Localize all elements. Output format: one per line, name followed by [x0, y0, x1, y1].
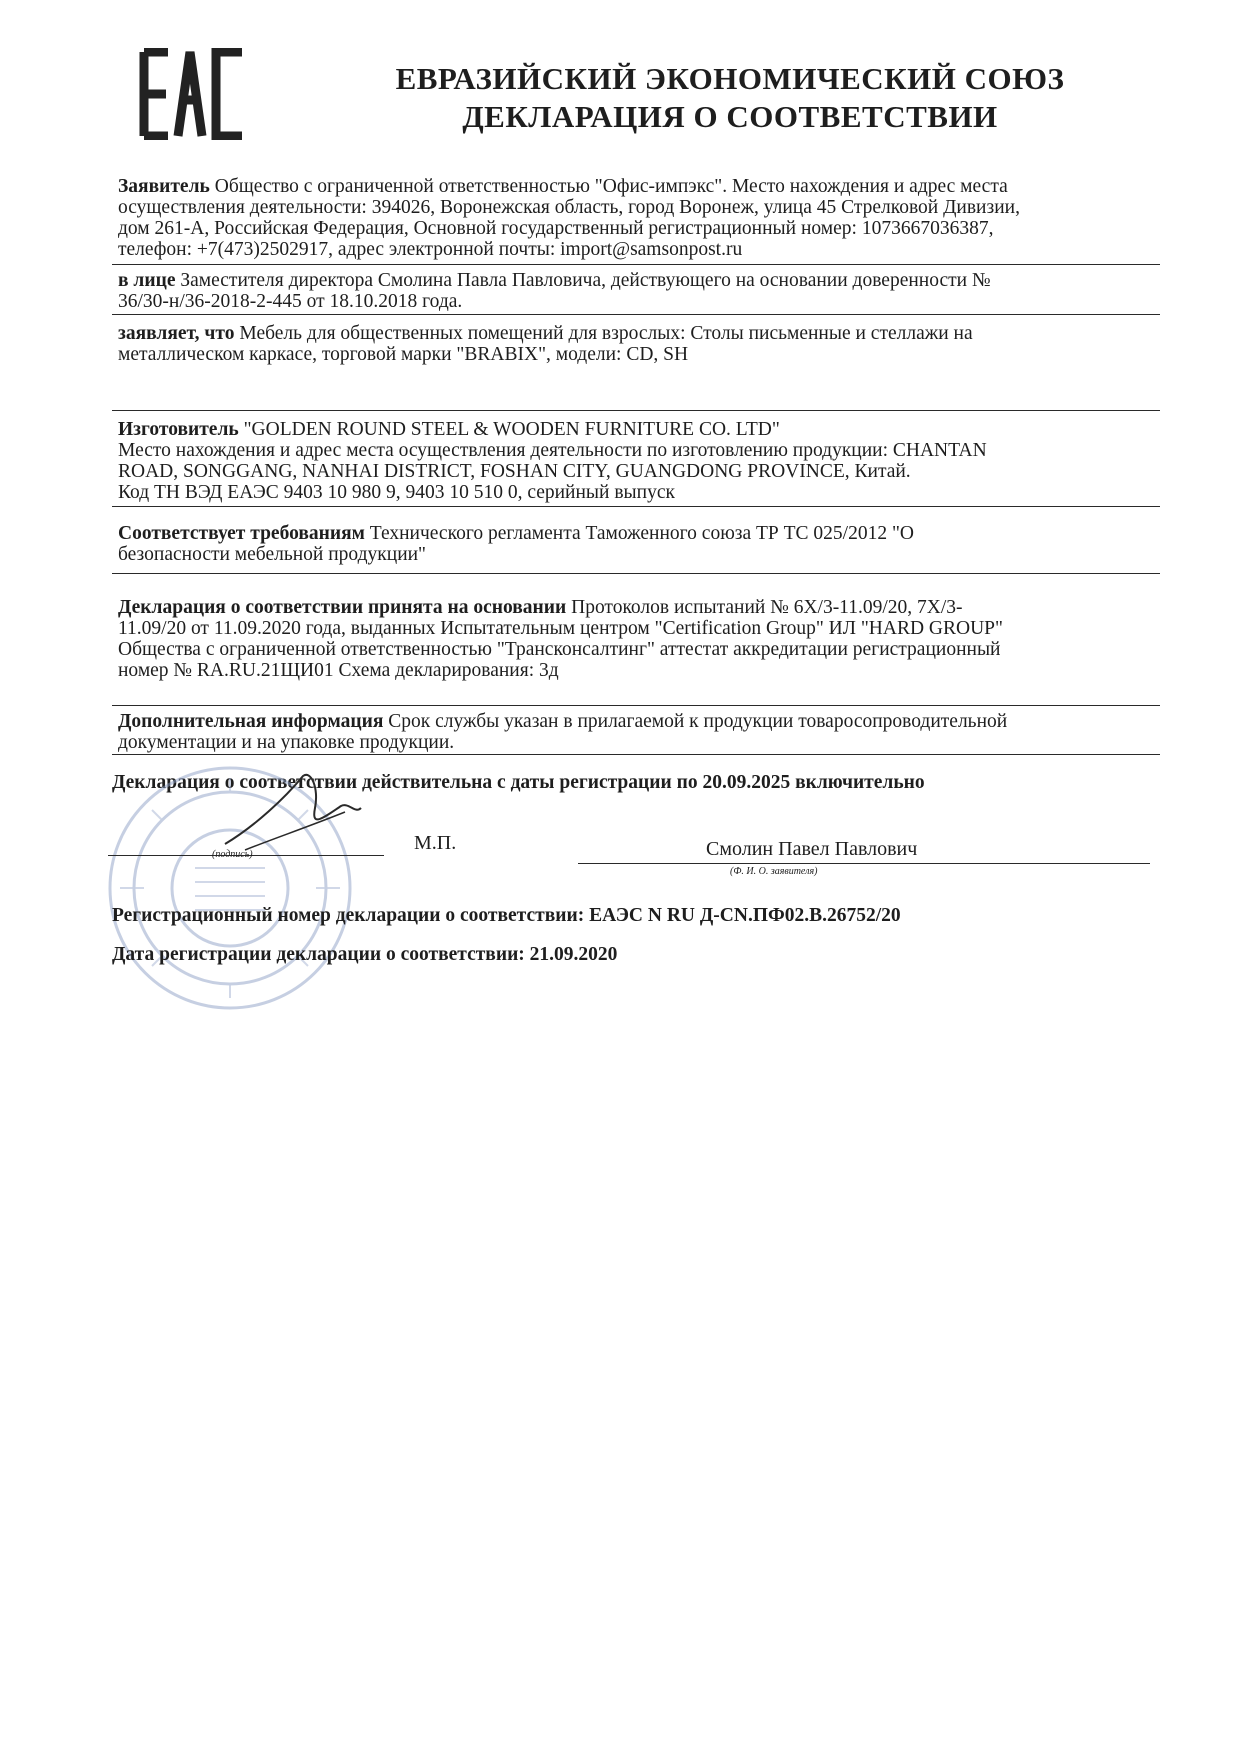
basis-section	[118, 597, 1150, 681]
declares-label: заявляет, что	[118, 323, 235, 344]
additional-info-text-1: Срок службы указан в прилагаемой к продукции товаросопроводительной	[383, 711, 1008, 732]
divider	[112, 506, 1160, 507]
signature-caption: (подпись)	[212, 849, 253, 860]
manufacturer-label: Изготовитель	[118, 419, 239, 440]
union-title: ЕВРАЗИЙСКИЙ ЭКОНОМИЧЕСКИЙ СОЮЗ	[395, 61, 1065, 96]
declares-section	[118, 323, 1150, 365]
representative-label: в лице	[118, 270, 176, 291]
name-line	[578, 863, 1150, 864]
applicant-section	[118, 176, 1150, 260]
applicant-label: Заявитель	[118, 176, 210, 197]
basis-label: Декларация о соответствии принята на основании	[118, 597, 567, 618]
eac-logo-icon	[138, 48, 248, 140]
manufacturer-text-2: Место нахождения и адрес места осуществления деятельности по изготовлению продукции: CHANTAN	[118, 440, 987, 461]
conforms-label: Соответствует требованиям	[118, 523, 365, 544]
manufacturer-text-1: "GOLDEN ROUND STEEL & WOODEN FURNITURE CO. LTD"	[238, 419, 780, 440]
conforms-text-2: безопасности мебельной продукции"	[118, 544, 427, 565]
declares-text-1: Мебель для общественных помещений для взрослых: Столы письменные и стеллажи на	[234, 323, 973, 344]
additional-info-section	[118, 711, 1150, 753]
applicant-text-3: дом 261-А, Российская Федерация, Основной государственный регистрационный номер: 1073667036387,	[118, 218, 994, 239]
representative-text-1: Заместителя директора Смолина Павла Павловича, действующего на основании доверенности №	[175, 270, 991, 291]
basis-text-3: Общества с ограниченной ответственностью "Трансконсалтинг" аттестат аккредитации регистрационный	[118, 639, 1001, 660]
divider	[112, 754, 1160, 755]
name-caption: (Ф. И. О. заявителя)	[730, 866, 818, 877]
divider	[112, 264, 1160, 265]
stamp-place-label: М.П.	[414, 832, 457, 854]
basis-text-4: номер № RA.RU.21ЩИ01 Схема декларирования: 3д	[118, 660, 559, 681]
document-title	[340, 60, 1120, 136]
declares-text-2: металлическом каркасе, торговой марки "BRABIX", модели: CD, SH	[118, 344, 689, 365]
divider	[112, 314, 1160, 315]
manufacturer-section	[118, 419, 1150, 503]
applicant-text-2: осуществления деятельности: 394026, Воронежская область, город Воронеж, улица 45 Стрелковой Дивизии,	[118, 197, 1020, 218]
divider	[112, 573, 1160, 574]
divider	[112, 410, 1160, 411]
divider	[112, 705, 1160, 706]
manufacturer-text-4: Код ТН ВЭД ЕАЭС 9403 10 980 9, 9403 10 510 0, серийный выпуск	[118, 482, 675, 503]
representative-text-2: 36/30-н/36-2018-2-445 от 18.10.2018 года.	[118, 291, 463, 312]
applicant-name: Смолин Павел Павлович	[706, 838, 918, 860]
representative-section	[118, 270, 1150, 312]
signature-icon	[215, 768, 365, 858]
conforms-section	[118, 523, 1150, 565]
declaration-title: ДЕКЛАРАЦИЯ О СООТВЕТСТВИИ	[462, 99, 998, 134]
additional-info-text-2: документации и на упаковке продукции.	[118, 732, 455, 753]
applicant-text-4: телефон: +7(473)2502917, адрес электронной почты: import@samsonpost.ru	[118, 239, 743, 260]
validity-statement: Декларация о соответствии действительна с даты регистрации по 20.09.2025 включительно	[112, 772, 925, 793]
registration-date: Дата регистрации декларации о соответствии: 21.09.2020	[112, 944, 618, 965]
applicant-text-1: Общество с ограниченной ответственностью "Офис-импэкс". Место нахождения и адрес места	[209, 176, 1008, 197]
manufacturer-text-3: ROAD, SONGGANG, NANHAI DISTRICT, FOSHAN CITY, GUANGDONG PROVINCE, Китай.	[118, 461, 911, 482]
additional-info-label: Дополнительная информация	[118, 711, 384, 732]
conforms-text-1: Технического регламента Таможенного союза ТР ТС 025/2012 "О	[364, 523, 915, 544]
registration-number: Регистрационный номер декларации о соответствии: ЕАЭС N RU Д-CN.ПФ02.В.26752/20	[112, 905, 901, 926]
basis-text-1: Протоколов испытаний № 6X/3-11.09/20, 7X/3-	[566, 597, 963, 618]
basis-text-2: 11.09/20 от 11.09.2020 года, выданных Испытательным центром "Certification Group" ИЛ "HARD GROUP"	[118, 618, 1003, 639]
